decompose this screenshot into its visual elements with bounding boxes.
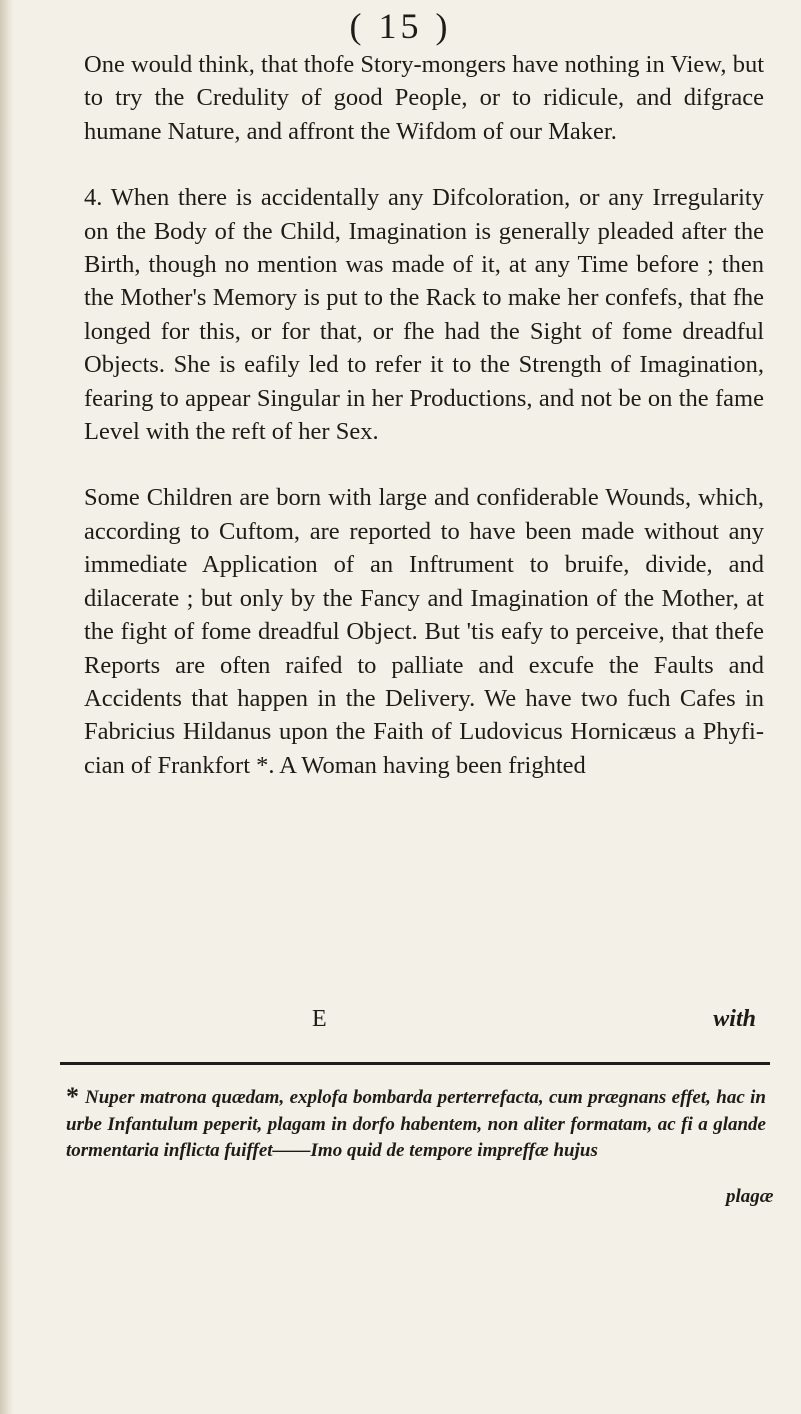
paragraph: One would think, that thofe Story-mongers have nothing in View, but to try the Credulity of good People, or to ridicule, and difgrace humane Nature, and affront the Wifdom of our Maker. [84,51,764,145]
paragraph: Some Children are born with large and confiderable Wounds, which, according to Cuftom, are reported to have been made without any immediate Application of an Inftrument to bruife, divide, and dilacerate ; but only by the Fancy and Imagination of the Mother, at the fight of fome dreadful Object. But 'tis eafy to perceive, that thefe Reports are often raifed to palliate and excufe the Faults and Accidents that happen in the Delivery. We have two fuch Cafes in Fabricius Hildanus upon the Faith of Ludovicus Hornicæus a Phyfician of Frankfort *. A Woman having been frighted [84,484,764,779]
catchline [84,1002,764,1036]
signature-mark: E [312,1006,327,1032]
footnote-catchword: plagæ [726,1186,774,1207]
page-edge [0,0,14,1414]
page-number: ( 15 ) [349,6,452,46]
main-text [84,48,764,782]
footnote-text: Nuper matrona quædam, explofa bombarda perterrefacta, cum prægnans effet, hac in urbe Infantulum peperit, plagam in dorfo habentem, non aliter formatam, ac fi a glande tormentaria inflicta fuiffet——Imo quid de tempore impreffæ hujus [66,1087,766,1161]
footnote [66,1084,766,1165]
paragraph: 4. When there is accidentally any Difcoloration, or any Irregularity on the Body of the Child, Imagination is generally pleaded after the Birth, though no mention was made of it, at any Time before ; then the Mother's Memory is put to the Rack to make her confefs, that fhe longed for this, or for that, or fhe had the Sight of fome dreadful Objects. She is eafily led to refer it to the Strength of Imagination, fearing to appear Singular in her Productions, and not be on the fame Level with the reft of her Sex. [84,184,764,446]
catchword: with [713,1006,756,1032]
footnote-rule [60,1062,770,1065]
footnote-mark: * [66,1082,79,1111]
